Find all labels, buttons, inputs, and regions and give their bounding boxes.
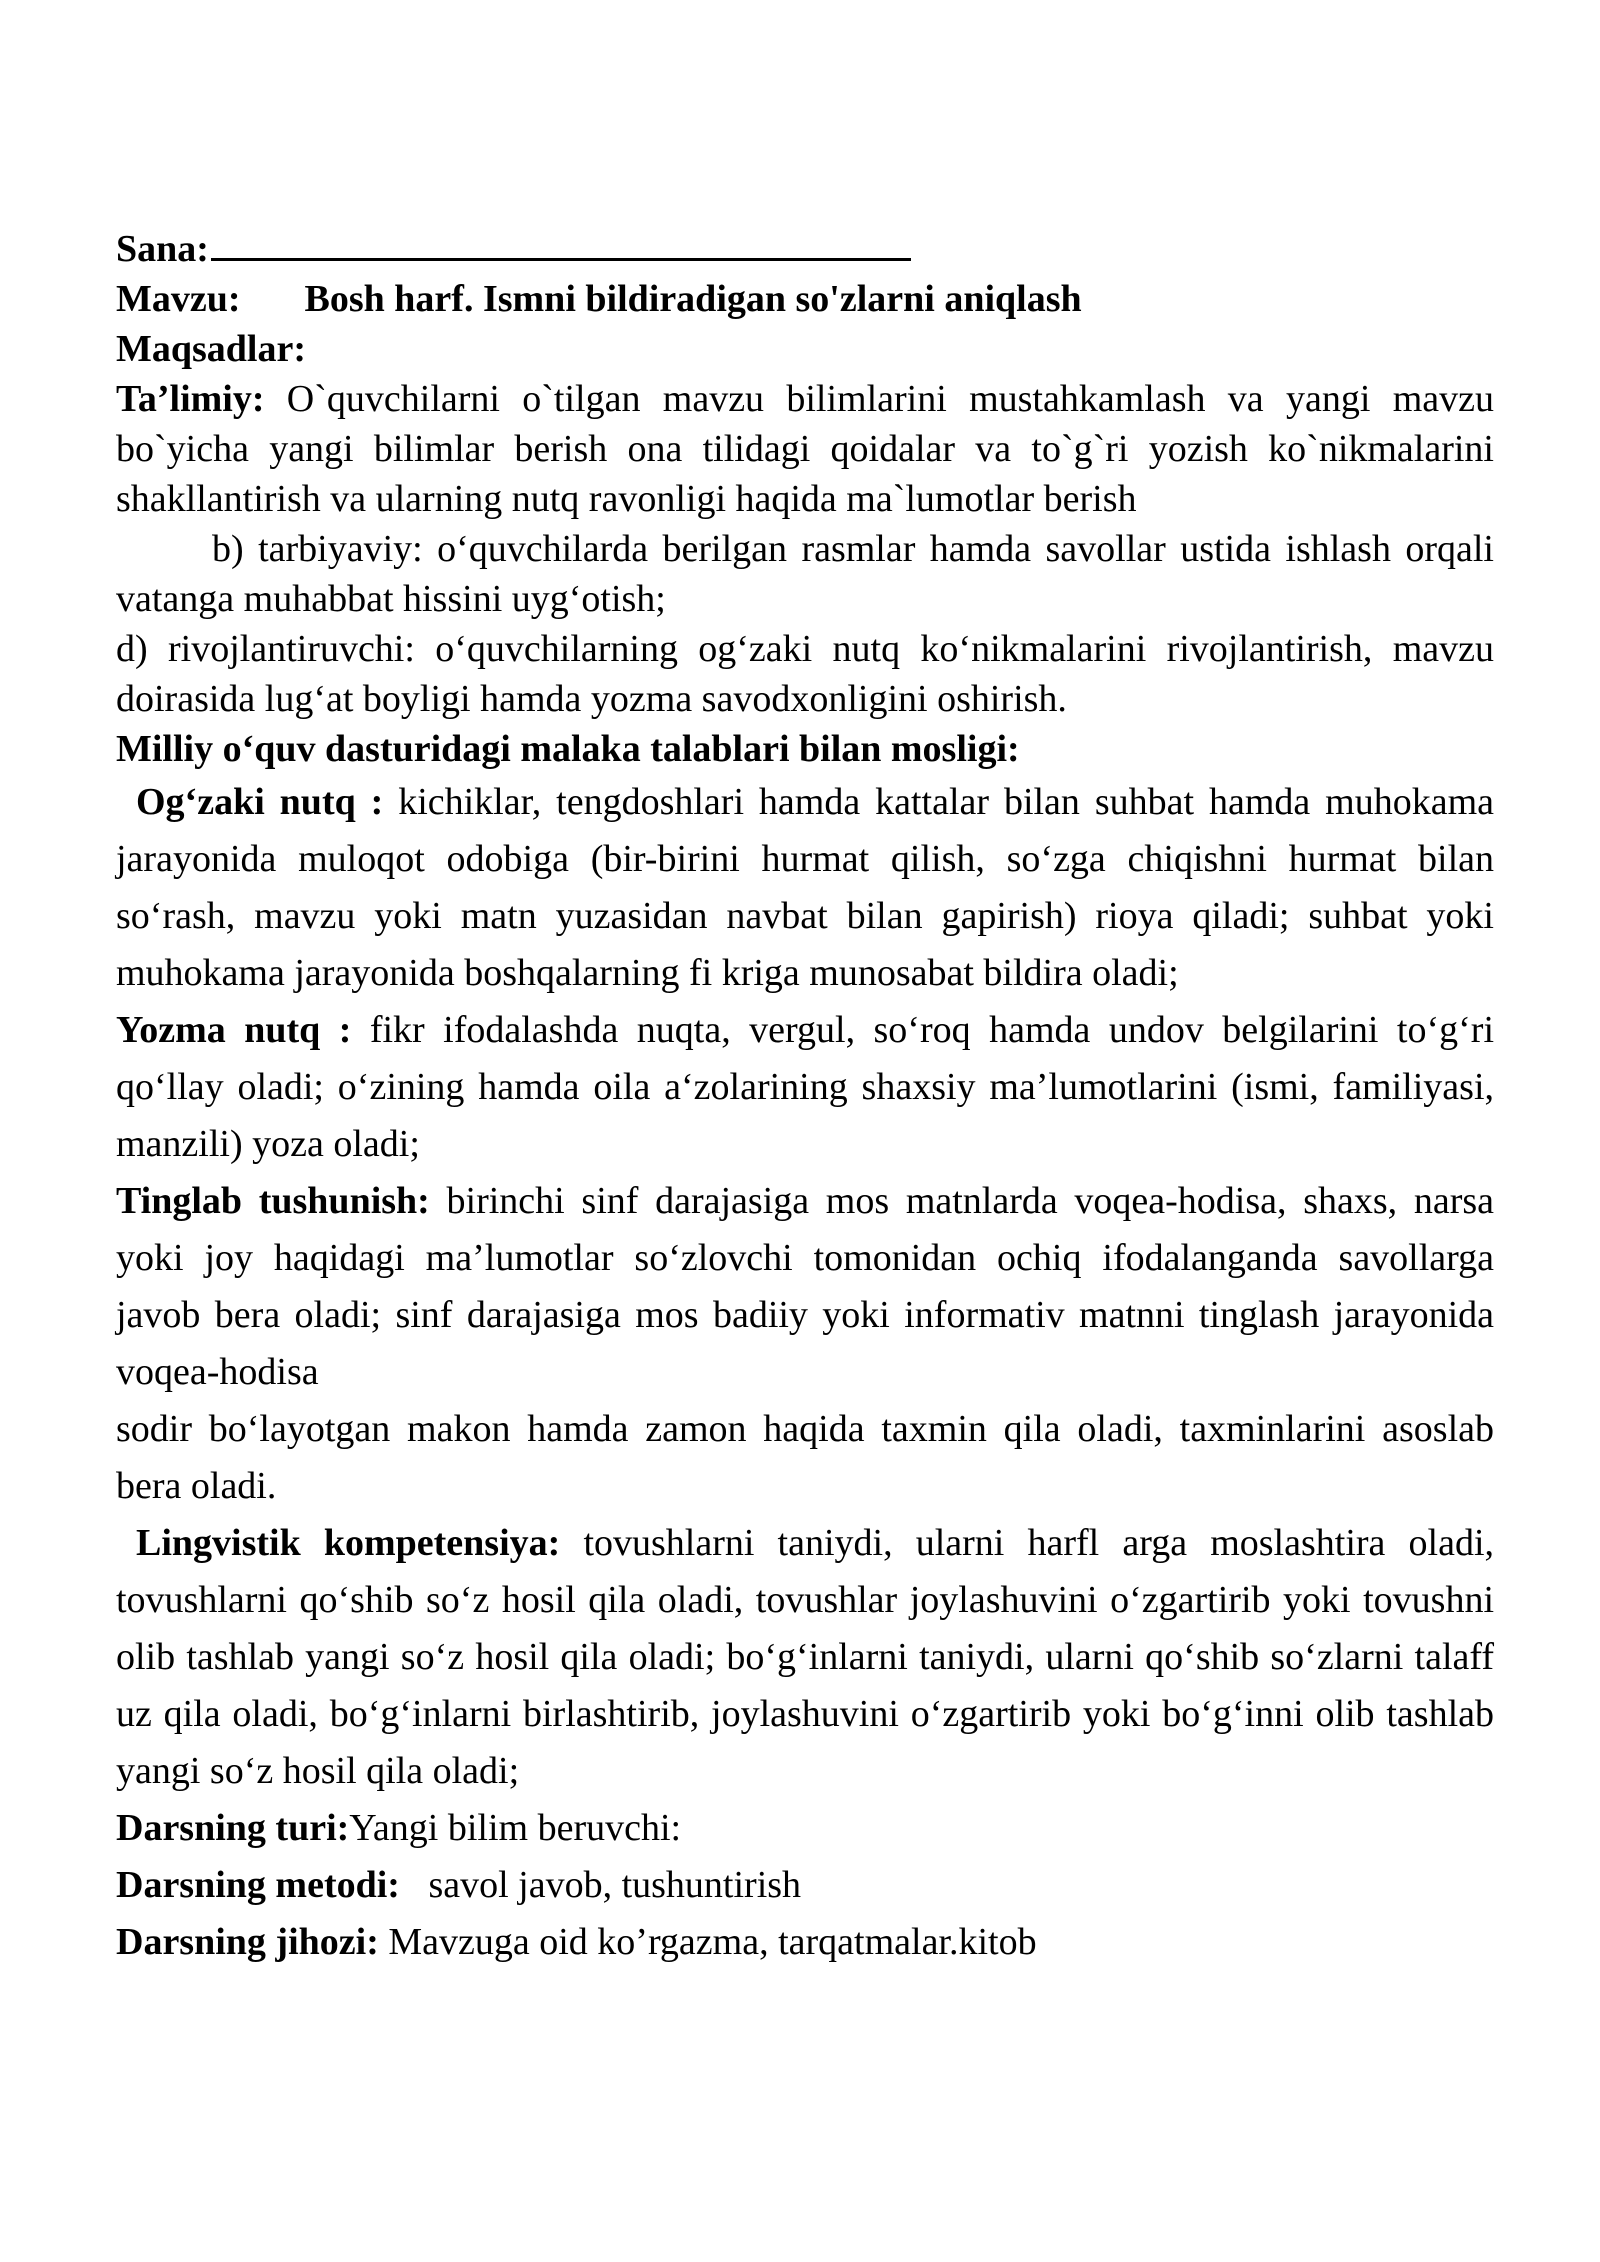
yozma-text: fikr ifodalashda nuqta, vergul, so‘roq hamda undov belgilarini to‘g‘ri qo‘llay oladi; o‘zining hamda oila a‘zolarining shaxsiy ma’lumotlarini (ismi, familiyasi, manzili) yoza oladi;	[116, 1009, 1494, 1165]
mavzu-title: Bosh harf. Ismni bildiradigan so'zlarni aniqlash	[304, 278, 1082, 320]
darsning-turi-value: Yangi bilim beruvchi:	[349, 1807, 682, 1849]
yozma-label: Yozma nutq :	[116, 1009, 352, 1051]
mavzu-label: Mavzu:	[116, 278, 241, 320]
tinglab-paragraph-continued: sodir bo‘layotgan makon hamda zamon haqida taxmin qila oladi, taxminlarini asoslab bera oladi.	[116, 1408, 1494, 1507]
talimiy-paragraph	[116, 374, 1494, 524]
yozma-paragraph	[116, 1002, 1494, 1173]
darsning-jihozi-value: Mavzuga oid ko’rgazma, tarqatmalar.kitob	[378, 1921, 1037, 1963]
talimiy-label: Ta’limiy:	[116, 378, 265, 420]
sana-blank-rule	[211, 222, 911, 261]
darsning-jihozi-label: Darsning jihozi:	[116, 1921, 379, 1963]
darsning-metodi-value: savol javob, tushuntirish	[399, 1864, 802, 1906]
lingvistik-text: tovushlarni taniydi, ularni harfl arga moslashtira oladi, tovushlarni qo‘shib so‘z hosil qila oladi, tovushlar joylashuvini o‘zgartirib yoki tovushni olib tashlab yangi so‘z hosil qila oladi; bo‘g‘inlarni taniydi, ularni qo‘shib so‘zlarni talaff uz qila oladi, bo‘g‘inlarni birlashtirib, joylashuvini o‘zgartirib yoki bo‘g‘inni olib tashlab yangi so‘z hosil qila oladi;	[116, 1522, 1495, 1792]
lingvistik-label: Lingvistik kompetensiya:	[136, 1522, 561, 1564]
sana-label: Sana:	[116, 228, 209, 270]
tinglab-paragraph	[116, 1173, 1494, 1401]
ogzaki-text: kichiklar, tengdoshlari hamda kattalar bilan suhbat hamda muhokama jarayonida muloqot odobiga (bir-birini hurmat qilish, so‘zga chiqishni hurmat bilan so‘rash, mavzu yoki matn yuzasidan navbat bilan gapirish) rioya qiladi; suhbat yoki muhokama jarayonida boshqalarning fi kriga munosabat bildira oladi;	[116, 781, 1494, 994]
tarbiyaviy-paragraph: b) tarbiyaviy: o‘quvchilarda berilgan rasmlar hamda savollar ustida ishlash orqali vatanga muhabbat hissini uyg‘otish;	[116, 528, 1494, 620]
milliy-heading: Milliy o‘quv dasturidagi malaka talablari bilan mosligi:	[116, 728, 1020, 770]
talimiy-text: O`quvchilarni o`tilgan mavzu bilimlarini mustahkamlash va yangi mavzu bo`yicha yangi bilimlar berish ona tilidagi qoidalar va to`g`ri yozish ko`nikmalarini shakllantirish va ularning nutq ravonligi haqida ma`lumotlar berish	[116, 378, 1494, 520]
lesson-plan-page	[116, 222, 1494, 1971]
darsning-turi-line	[116, 1800, 1494, 1857]
darsning-jihozi-line	[116, 1914, 1494, 1971]
ogzaki-paragraph	[116, 774, 1494, 1002]
mavzu-line	[116, 274, 1494, 324]
maqsadlar-heading: Maqsadlar:	[116, 328, 306, 370]
tinglab-text: birinchi sinf darajasiga mos matnlarda voqea-hodisa, shaxs, narsa yoki joy haqidagi ma’lumotlar so‘zlovchi tomonidan ochiq ifodalanganda savollarga javob bera oladi; sinf darajasiga mos badiiy yoki informativ matnni tinglash jarayonida voqea-hodisa	[116, 1180, 1495, 1393]
darsning-metodi-line	[116, 1857, 1494, 1914]
darsning-turi-label: Darsning turi:	[116, 1807, 350, 1849]
rivojlantiruvchi-paragraph: d) rivojlantiruvchi: o‘quvchilarning og‘zaki nutq ko‘nikmalarini rivojlantirish, mavzu doirasida lug‘at boyligi hamda yozma savodxonligini oshirish.	[116, 628, 1494, 720]
darsning-metodi-label: Darsning metodi:	[116, 1864, 400, 1906]
sana-line	[116, 222, 1494, 274]
tinglab-label: Tinglab tushunish:	[116, 1180, 430, 1222]
ogzaki-label: Og‘zaki nutq :	[136, 781, 384, 823]
lingvistik-paragraph	[116, 1515, 1494, 1800]
